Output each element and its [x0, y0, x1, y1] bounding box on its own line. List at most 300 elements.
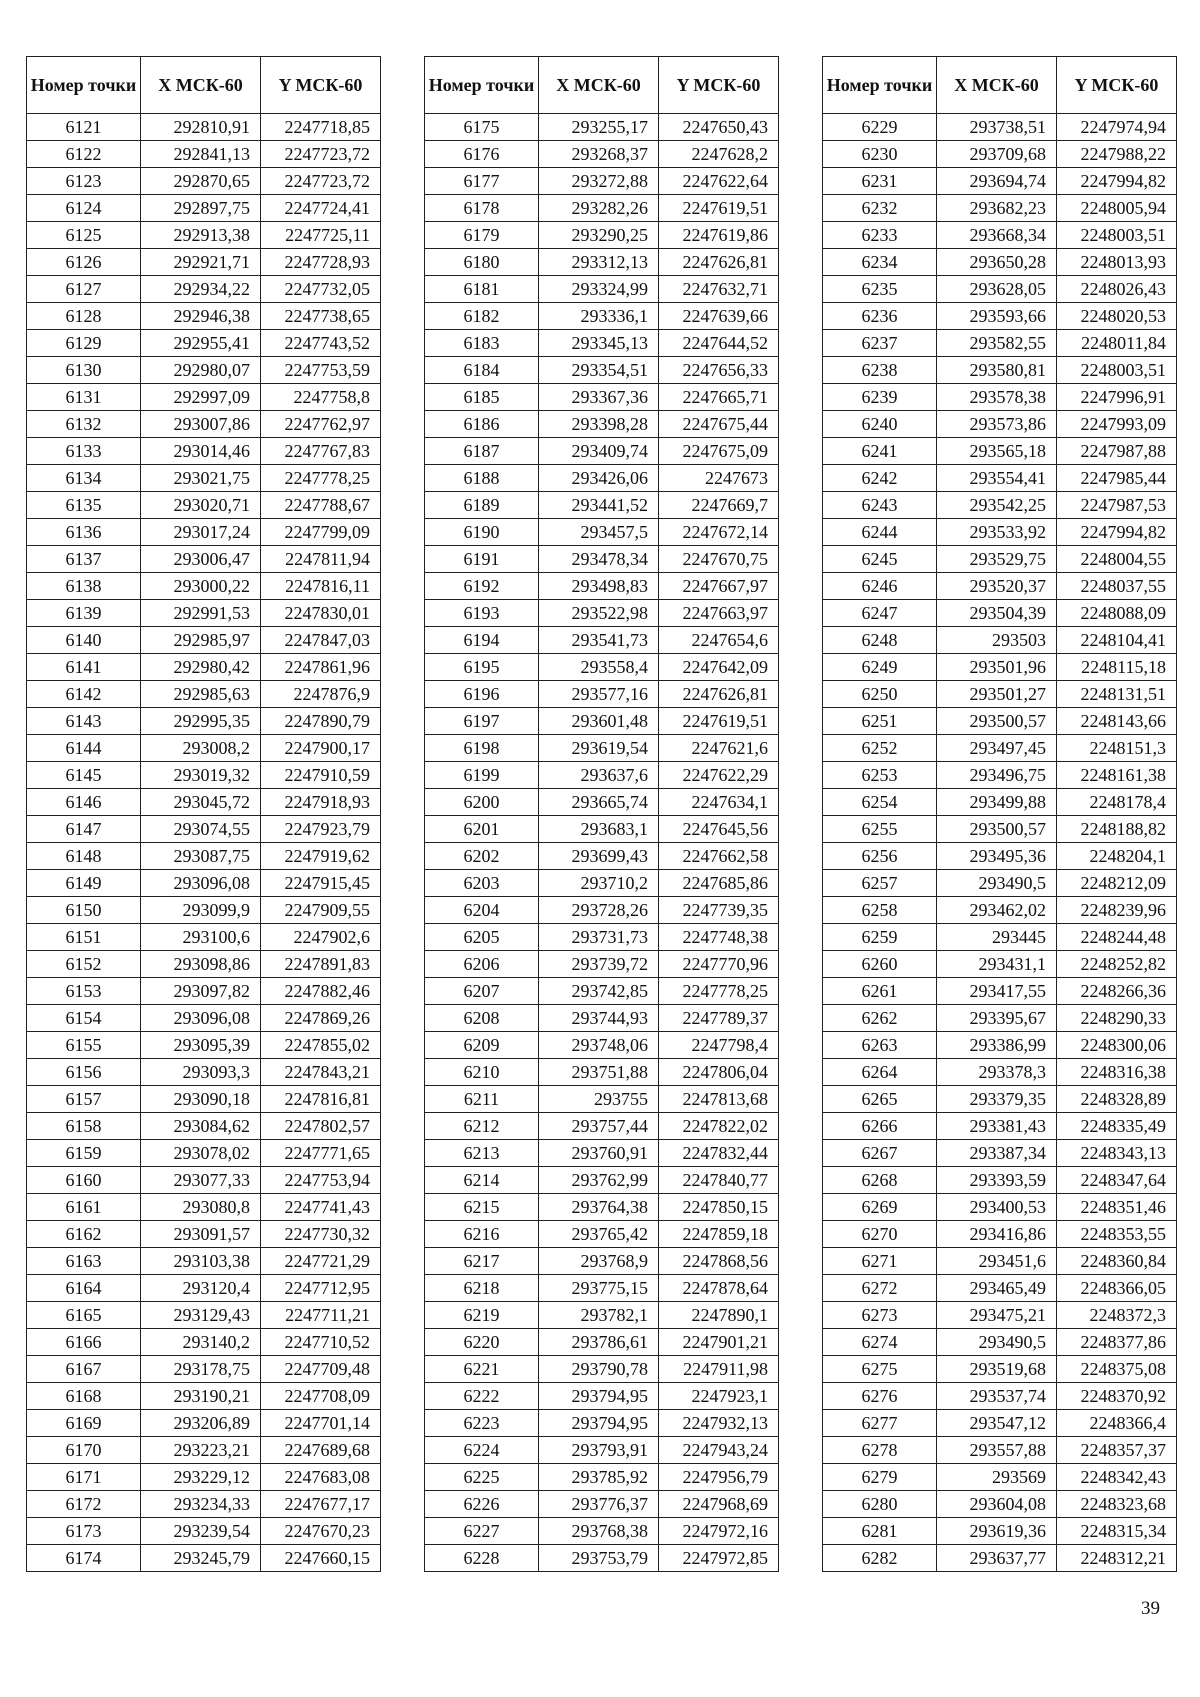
cell-y-coordinate: 2248004,55: [1057, 546, 1177, 573]
cell-x-coordinate: 292810,91: [141, 114, 261, 141]
cell-x-coordinate: 292995,35: [141, 708, 261, 735]
cell-y-coordinate: 2248143,66: [1057, 708, 1177, 735]
cell-y-coordinate: 2247956,79: [659, 1464, 779, 1491]
cell-x-coordinate: 293120,4: [141, 1275, 261, 1302]
cell-y-coordinate: 2247909,55: [261, 897, 381, 924]
table-row: [27, 897, 381, 924]
cell-point-number: 6273: [823, 1302, 937, 1329]
table-row: [27, 1167, 381, 1194]
cell-y-coordinate: 2247672,14: [659, 519, 779, 546]
cell-x-coordinate: 293354,51: [539, 357, 659, 384]
cell-y-coordinate: 2248003,51: [1057, 357, 1177, 384]
table-row: [425, 141, 779, 168]
cell-x-coordinate: 293336,1: [539, 303, 659, 330]
cell-point-number: 6236: [823, 303, 937, 330]
cell-x-coordinate: 293393,59: [937, 1167, 1057, 1194]
cell-x-coordinate: 293604,08: [937, 1491, 1057, 1518]
cell-point-number: 6133: [27, 438, 141, 465]
cell-point-number: 6225: [425, 1464, 539, 1491]
cell-point-number: 6145: [27, 762, 141, 789]
cell-y-coordinate: 2247619,86: [659, 222, 779, 249]
cell-point-number: 6256: [823, 843, 937, 870]
table-row: [27, 411, 381, 438]
cell-y-coordinate: 2248188,82: [1057, 816, 1177, 843]
cell-x-coordinate: 293087,75: [141, 843, 261, 870]
cell-x-coordinate: 293475,21: [937, 1302, 1057, 1329]
table-row: [27, 654, 381, 681]
coordinates-table-3: [822, 56, 1177, 1572]
cell-point-number: 6251: [823, 708, 937, 735]
cell-x-coordinate: 293785,92: [539, 1464, 659, 1491]
cell-x-coordinate: 293099,9: [141, 897, 261, 924]
table-row: [823, 519, 1177, 546]
cell-y-coordinate: 2247843,21: [261, 1059, 381, 1086]
cell-x-coordinate: 293782,1: [539, 1302, 659, 1329]
cell-point-number: 6189: [425, 492, 539, 519]
table-row: [823, 1491, 1177, 1518]
cell-x-coordinate: 293490,5: [937, 870, 1057, 897]
cell-x-coordinate: 293757,44: [539, 1113, 659, 1140]
cell-x-coordinate: 293282,26: [539, 195, 659, 222]
cell-y-coordinate: 2248204,1: [1057, 843, 1177, 870]
cell-x-coordinate: 293080,8: [141, 1194, 261, 1221]
cell-y-coordinate: 2248115,18: [1057, 654, 1177, 681]
table-row: [27, 168, 381, 195]
cell-x-coordinate: 293093,3: [141, 1059, 261, 1086]
table-row: [27, 519, 381, 546]
cell-point-number: 6199: [425, 762, 539, 789]
table-header-row: [27, 57, 381, 114]
table-row: [27, 438, 381, 465]
cell-x-coordinate: 293775,15: [539, 1275, 659, 1302]
table-row: [823, 897, 1177, 924]
cell-y-coordinate: 2247994,82: [1057, 519, 1177, 546]
table-row: [27, 384, 381, 411]
cell-point-number: 6262: [823, 1005, 937, 1032]
cell-y-coordinate: 2247816,11: [261, 573, 381, 600]
cell-y-coordinate: 2247850,15: [659, 1194, 779, 1221]
cell-y-coordinate: 2247891,83: [261, 951, 381, 978]
cell-x-coordinate: 293760,91: [539, 1140, 659, 1167]
cell-point-number: 6138: [27, 573, 141, 600]
table-row: [27, 1194, 381, 1221]
table-row: [823, 1248, 1177, 1275]
cell-x-coordinate: 293084,62: [141, 1113, 261, 1140]
cell-point-number: 6244: [823, 519, 937, 546]
cell-point-number: 6143: [27, 708, 141, 735]
table-row: [823, 1356, 1177, 1383]
cell-point-number: 6254: [823, 789, 937, 816]
cell-x-coordinate: 293091,57: [141, 1221, 261, 1248]
cell-y-coordinate: 2247718,85: [261, 114, 381, 141]
header-x-coordinate: X МСК-60: [539, 57, 659, 114]
cell-point-number: 6275: [823, 1356, 937, 1383]
cell-point-number: 6136: [27, 519, 141, 546]
table-header-row: [823, 57, 1177, 114]
cell-x-coordinate: 293496,75: [937, 762, 1057, 789]
table-row: [425, 222, 779, 249]
cell-y-coordinate: 2247798,4: [659, 1032, 779, 1059]
cell-point-number: 6129: [27, 330, 141, 357]
cell-x-coordinate: 293096,08: [141, 1005, 261, 1032]
cell-point-number: 6282: [823, 1545, 937, 1572]
cell-point-number: 6155: [27, 1032, 141, 1059]
table-row: [425, 1248, 779, 1275]
table-row: [27, 627, 381, 654]
table-row: [425, 924, 779, 951]
cell-x-coordinate: 293541,73: [539, 627, 659, 654]
cell-x-coordinate: 293312,13: [539, 249, 659, 276]
table-row: [27, 303, 381, 330]
cell-y-coordinate: 2247799,09: [261, 519, 381, 546]
cell-y-coordinate: 2248088,09: [1057, 600, 1177, 627]
cell-point-number: 6220: [425, 1329, 539, 1356]
cell-x-coordinate: 293097,82: [141, 978, 261, 1005]
cell-x-coordinate: 293522,98: [539, 600, 659, 627]
table-row: [425, 1329, 779, 1356]
table-row: [425, 600, 779, 627]
cell-x-coordinate: 293379,35: [937, 1086, 1057, 1113]
table-row: [425, 357, 779, 384]
cell-point-number: 6123: [27, 168, 141, 195]
cell-x-coordinate: 293255,17: [539, 114, 659, 141]
cell-y-coordinate: 2247748,38: [659, 924, 779, 951]
cell-y-coordinate: 2247753,94: [261, 1167, 381, 1194]
cell-point-number: 6190: [425, 519, 539, 546]
table-row: [823, 1275, 1177, 1302]
table-row: [27, 195, 381, 222]
cell-y-coordinate: 2247724,41: [261, 195, 381, 222]
cell-x-coordinate: 293580,81: [937, 357, 1057, 384]
cell-point-number: 6207: [425, 978, 539, 1005]
cell-y-coordinate: 2247987,53: [1057, 492, 1177, 519]
cell-point-number: 6150: [27, 897, 141, 924]
cell-point-number: 6161: [27, 1194, 141, 1221]
cell-y-coordinate: 2248366,4: [1057, 1410, 1177, 1437]
cell-y-coordinate: 2248366,05: [1057, 1275, 1177, 1302]
cell-x-coordinate: 293268,37: [539, 141, 659, 168]
table-row: [27, 1302, 381, 1329]
cell-point-number: 6184: [425, 357, 539, 384]
table-row: [425, 789, 779, 816]
cell-y-coordinate: 2247730,32: [261, 1221, 381, 1248]
cell-point-number: 6233: [823, 222, 937, 249]
header-point-number: Номер точки: [27, 57, 141, 114]
cell-point-number: 6168: [27, 1383, 141, 1410]
cell-x-coordinate: 293500,57: [937, 816, 1057, 843]
header-y-coordinate: Y МСК-60: [261, 57, 381, 114]
cell-point-number: 6231: [823, 168, 937, 195]
cell-point-number: 6174: [27, 1545, 141, 1572]
cell-y-coordinate: 2248357,37: [1057, 1437, 1177, 1464]
cell-point-number: 6135: [27, 492, 141, 519]
table-row: [425, 654, 779, 681]
cell-y-coordinate: 2247642,09: [659, 654, 779, 681]
cell-point-number: 6191: [425, 546, 539, 573]
table-row: [425, 546, 779, 573]
cell-y-coordinate: 2247739,35: [659, 897, 779, 924]
cell-y-coordinate: 2247923,79: [261, 816, 381, 843]
cell-y-coordinate: 2247806,04: [659, 1059, 779, 1086]
table-row: [425, 978, 779, 1005]
cell-y-coordinate: 2247732,05: [261, 276, 381, 303]
cell-y-coordinate: 2247972,85: [659, 1545, 779, 1572]
cell-x-coordinate: 293100,6: [141, 924, 261, 951]
table-row: [425, 411, 779, 438]
cell-point-number: 6213: [425, 1140, 539, 1167]
cell-y-coordinate: 2248020,53: [1057, 303, 1177, 330]
cell-y-coordinate: 2247861,96: [261, 654, 381, 681]
cell-x-coordinate: 293710,2: [539, 870, 659, 897]
cell-x-coordinate: 293593,66: [937, 303, 1057, 330]
cell-y-coordinate: 2247721,29: [261, 1248, 381, 1275]
cell-point-number: 6185: [425, 384, 539, 411]
cell-x-coordinate: 293694,74: [937, 168, 1057, 195]
cell-point-number: 6210: [425, 1059, 539, 1086]
cell-x-coordinate: 293098,86: [141, 951, 261, 978]
table-row: [823, 1383, 1177, 1410]
cell-point-number: 6271: [823, 1248, 937, 1275]
cell-y-coordinate: 2248151,3: [1057, 735, 1177, 762]
cell-y-coordinate: 2247656,33: [659, 357, 779, 384]
table-row: [823, 573, 1177, 600]
table-row: [27, 573, 381, 600]
cell-point-number: 6126: [27, 249, 141, 276]
table-row: [27, 1356, 381, 1383]
cell-point-number: 6162: [27, 1221, 141, 1248]
cell-x-coordinate: 293245,79: [141, 1545, 261, 1572]
cell-x-coordinate: 293465,49: [937, 1275, 1057, 1302]
cell-x-coordinate: 292997,09: [141, 384, 261, 411]
table-row: [27, 1140, 381, 1167]
cell-point-number: 6196: [425, 681, 539, 708]
cell-x-coordinate: 293190,21: [141, 1383, 261, 1410]
table-row: [425, 1356, 779, 1383]
cell-point-number: 6130: [27, 357, 141, 384]
header-x-coordinate: X МСК-60: [937, 57, 1057, 114]
cell-y-coordinate: 2248372,3: [1057, 1302, 1177, 1329]
cell-x-coordinate: 293682,23: [937, 195, 1057, 222]
table-row: [27, 789, 381, 816]
cell-x-coordinate: 293498,83: [539, 573, 659, 600]
cell-x-coordinate: 293020,71: [141, 492, 261, 519]
table-row: [27, 1275, 381, 1302]
table-row: [425, 1464, 779, 1491]
cell-point-number: 6164: [27, 1275, 141, 1302]
cell-y-coordinate: 2247683,08: [261, 1464, 381, 1491]
cell-x-coordinate: 293417,55: [937, 978, 1057, 1005]
header-y-coordinate: Y МСК-60: [1057, 57, 1177, 114]
cell-point-number: 6177: [425, 168, 539, 195]
cell-point-number: 6229: [823, 114, 937, 141]
table-row: [27, 1518, 381, 1545]
cell-y-coordinate: 2247822,02: [659, 1113, 779, 1140]
cell-x-coordinate: 293650,28: [937, 249, 1057, 276]
cell-point-number: 6134: [27, 465, 141, 492]
cell-y-coordinate: 2247915,45: [261, 870, 381, 897]
cell-point-number: 6208: [425, 1005, 539, 1032]
cell-x-coordinate: 293542,25: [937, 492, 1057, 519]
cell-point-number: 6149: [27, 870, 141, 897]
cell-point-number: 6206: [425, 951, 539, 978]
cell-y-coordinate: 2248178,4: [1057, 789, 1177, 816]
cell-x-coordinate: 293533,92: [937, 519, 1057, 546]
cell-point-number: 6142: [27, 681, 141, 708]
table-row: [425, 492, 779, 519]
cell-x-coordinate: 293790,78: [539, 1356, 659, 1383]
cell-point-number: 6165: [27, 1302, 141, 1329]
cell-y-coordinate: 2247741,43: [261, 1194, 381, 1221]
cell-point-number: 6276: [823, 1383, 937, 1410]
cell-x-coordinate: 293090,18: [141, 1086, 261, 1113]
cell-y-coordinate: 2247738,65: [261, 303, 381, 330]
table-row: [425, 1545, 779, 1572]
cell-y-coordinate: 2247708,09: [261, 1383, 381, 1410]
cell-x-coordinate: 293665,74: [539, 789, 659, 816]
table-row: [823, 1194, 1177, 1221]
table-row: [823, 681, 1177, 708]
cell-x-coordinate: 293619,54: [539, 735, 659, 762]
cell-x-coordinate: 293755: [539, 1086, 659, 1113]
cell-y-coordinate: 2247632,71: [659, 276, 779, 303]
table-row: [823, 1059, 1177, 1086]
table-row: [27, 1491, 381, 1518]
table-row: [823, 141, 1177, 168]
cell-x-coordinate: 293234,33: [141, 1491, 261, 1518]
cell-x-coordinate: 293223,21: [141, 1437, 261, 1464]
cell-x-coordinate: 293578,38: [937, 384, 1057, 411]
cell-point-number: 6269: [823, 1194, 937, 1221]
table-row: [27, 708, 381, 735]
table-row: [425, 816, 779, 843]
table-row: [823, 1329, 1177, 1356]
cell-point-number: 6154: [27, 1005, 141, 1032]
cell-x-coordinate: 293728,26: [539, 897, 659, 924]
table-row: [425, 276, 779, 303]
cell-x-coordinate: 292921,71: [141, 249, 261, 276]
cell-x-coordinate: 293582,55: [937, 330, 1057, 357]
table-row: [425, 330, 779, 357]
cell-y-coordinate: 2247847,03: [261, 627, 381, 654]
cell-y-coordinate: 2247778,25: [261, 465, 381, 492]
cell-x-coordinate: 293537,74: [937, 1383, 1057, 1410]
cell-y-coordinate: 2247622,29: [659, 762, 779, 789]
cell-x-coordinate: 293398,28: [539, 411, 659, 438]
cell-y-coordinate: 2247670,23: [261, 1518, 381, 1545]
cell-y-coordinate: 2247832,44: [659, 1140, 779, 1167]
cell-x-coordinate: 292980,42: [141, 654, 261, 681]
cell-x-coordinate: 293547,12: [937, 1410, 1057, 1437]
table-row: [823, 654, 1177, 681]
table-row: [823, 1032, 1177, 1059]
cell-point-number: 6249: [823, 654, 937, 681]
cell-point-number: 6204: [425, 897, 539, 924]
table-row: [823, 303, 1177, 330]
cell-y-coordinate: 2248370,92: [1057, 1383, 1177, 1410]
table-row: [823, 1005, 1177, 1032]
cell-y-coordinate: 2247972,16: [659, 1518, 779, 1545]
table-row: [27, 492, 381, 519]
cell-y-coordinate: 2247619,51: [659, 708, 779, 735]
cell-x-coordinate: 293074,55: [141, 816, 261, 843]
cell-y-coordinate: 2247675,09: [659, 438, 779, 465]
table-row: [425, 1059, 779, 1086]
cell-point-number: 6146: [27, 789, 141, 816]
cell-point-number: 6219: [425, 1302, 539, 1329]
cell-y-coordinate: 2248037,55: [1057, 573, 1177, 600]
cell-y-coordinate: 2247667,97: [659, 573, 779, 600]
table-row: [425, 438, 779, 465]
cell-point-number: 6226: [425, 1491, 539, 1518]
table-row: [823, 708, 1177, 735]
cell-x-coordinate: 293762,99: [539, 1167, 659, 1194]
cell-y-coordinate: 2248343,13: [1057, 1140, 1177, 1167]
cell-y-coordinate: 2247767,83: [261, 438, 381, 465]
table-row: [27, 1410, 381, 1437]
cell-point-number: 6247: [823, 600, 937, 627]
cell-point-number: 6242: [823, 465, 937, 492]
table-row: [27, 843, 381, 870]
table-row: [823, 1437, 1177, 1464]
cell-x-coordinate: 293000,22: [141, 573, 261, 600]
cell-point-number: 6193: [425, 600, 539, 627]
cell-y-coordinate: 2247830,01: [261, 600, 381, 627]
table-row: [27, 1437, 381, 1464]
table-row: [823, 816, 1177, 843]
cell-point-number: 6181: [425, 276, 539, 303]
table-row: [823, 978, 1177, 1005]
table-row: [823, 249, 1177, 276]
cell-y-coordinate: 2248335,49: [1057, 1113, 1177, 1140]
cell-point-number: 6240: [823, 411, 937, 438]
cell-point-number: 6188: [425, 465, 539, 492]
cell-y-coordinate: 2248013,93: [1057, 249, 1177, 276]
cell-x-coordinate: 293378,3: [937, 1059, 1057, 1086]
cell-x-coordinate: 293637,6: [539, 762, 659, 789]
table-row: [425, 1005, 779, 1032]
cell-point-number: 6128: [27, 303, 141, 330]
cell-y-coordinate: 2247621,6: [659, 735, 779, 762]
table-row: [27, 978, 381, 1005]
cell-point-number: 6217: [425, 1248, 539, 1275]
cell-x-coordinate: 293569: [937, 1464, 1057, 1491]
cell-point-number: 6182: [425, 303, 539, 330]
table-row: [425, 384, 779, 411]
cell-y-coordinate: 2247701,14: [261, 1410, 381, 1437]
cell-y-coordinate: 2248342,43: [1057, 1464, 1177, 1491]
cell-y-coordinate: 2247816,81: [261, 1086, 381, 1113]
cell-point-number: 6175: [425, 114, 539, 141]
table-row: [27, 276, 381, 303]
cell-point-number: 6169: [27, 1410, 141, 1437]
cell-x-coordinate: 292980,07: [141, 357, 261, 384]
cell-x-coordinate: 293558,4: [539, 654, 659, 681]
cell-x-coordinate: 293738,51: [937, 114, 1057, 141]
cell-x-coordinate: 293601,48: [539, 708, 659, 735]
cell-point-number: 6152: [27, 951, 141, 978]
cell-x-coordinate: 293573,86: [937, 411, 1057, 438]
cell-point-number: 6163: [27, 1248, 141, 1275]
cell-x-coordinate: 293619,36: [937, 1518, 1057, 1545]
cell-point-number: 6141: [27, 654, 141, 681]
cell-x-coordinate: 293478,34: [539, 546, 659, 573]
cell-x-coordinate: 293501,96: [937, 654, 1057, 681]
table-row: [27, 114, 381, 141]
cell-y-coordinate: 2247622,64: [659, 168, 779, 195]
table-row: [27, 1383, 381, 1410]
cell-point-number: 6209: [425, 1032, 539, 1059]
cell-x-coordinate: 292913,38: [141, 222, 261, 249]
